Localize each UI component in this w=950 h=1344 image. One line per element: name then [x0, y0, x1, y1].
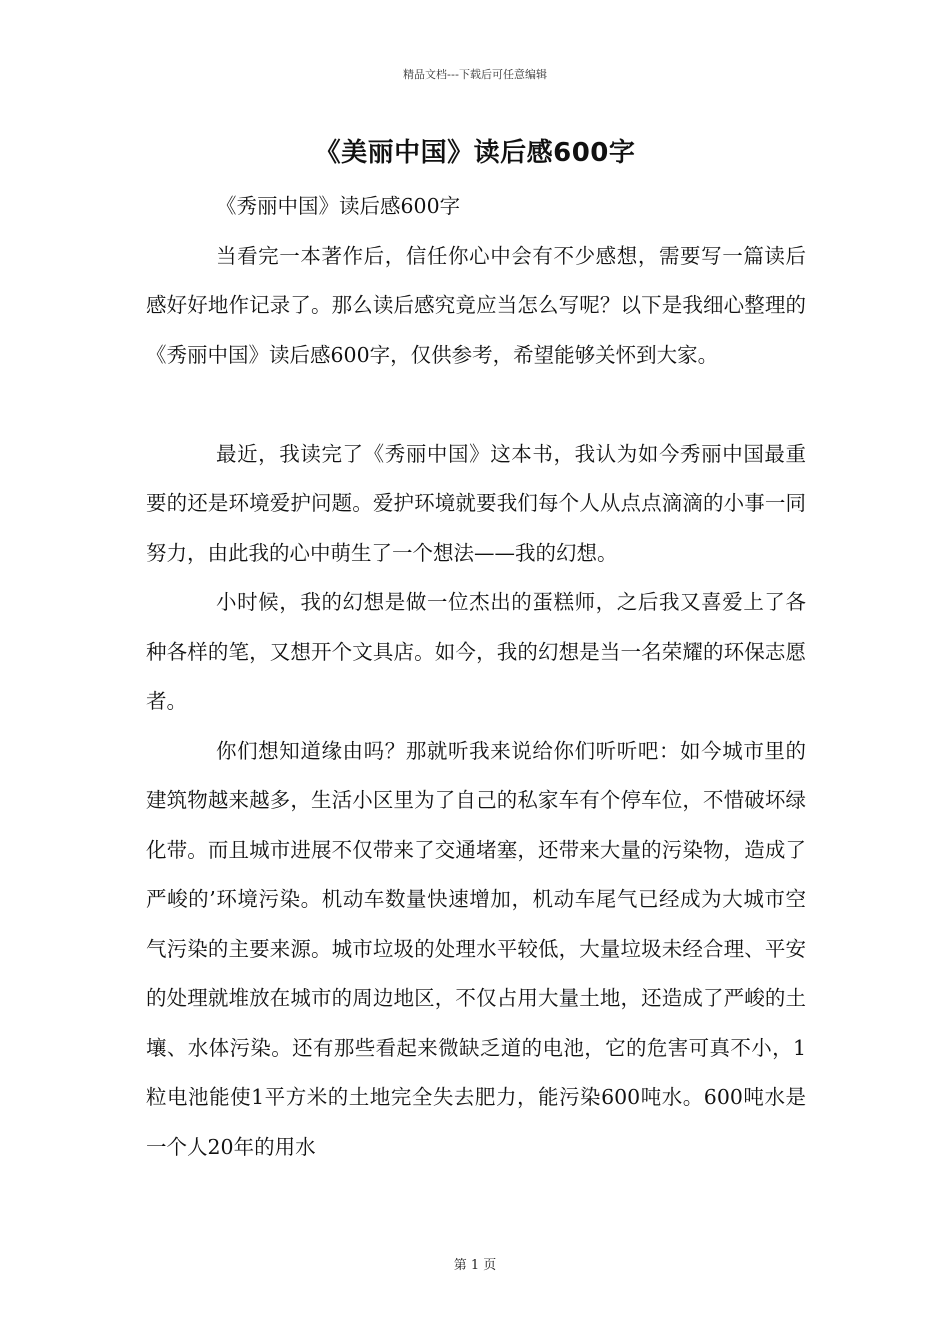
paragraph-spacer	[146, 380, 806, 430]
document-body	[146, 182, 806, 1172]
header-note: 精品文档---下载后可任意编辑	[403, 68, 547, 81]
intro-paragraph: 当看完一本著作后，信任你心中会有不少感想，需要写一篇读后感好好地作记录了。那么读后感究竟应当怎么写呢？以下是我细心整理的《秀丽中国》读后感600字，仅供参考，希望能够关怀到大家。	[146, 243, 806, 367]
subtitle-paragraph: 《秀丽中国》读后感600字	[216, 194, 461, 218]
document-title: 《美丽中国》读后感600字	[314, 138, 636, 168]
body-paragraph: 最近，我读完了《秀丽中国》这本书，我认为如今秀丽中国最重要的还是环境爱护问题。爱护环境就要我们每个人从点点滴滴的小事一同努力，由此我的心中萌生了一个想法——我的幻想。	[146, 441, 806, 565]
page-number: 第 1 页	[453, 1258, 497, 1273]
body-paragraph: 你们想知道缘由吗？那就听我来说给你们听听吧：如今城市里的建筑物越来越多，生活小区里为了自己的私家车有个停车位，不惜破坏绿化带。而且城市进展不仅带来了交通堵塞，还带来大量的污染物，造成了严峻的’环境污染。机动车数量快速增加，机动车尾气已经成为大城市空气污染的主要来源。城市垃圾的处理水平较低，大量垃圾未经合理、平安的处理就堆放在城市的周边地区，不仅占用大量土地，还造成了严峻的土壤、水体污染。还有那些看起来微缺乏道的电池，它的危害可真不小，1粒电池能使1平方米的土地完全失去肥力，能污染600吨水。600吨水是一个人20年的用水	[146, 738, 806, 1159]
body-paragraph: 小时候，我的幻想是做一位杰出的蛋糕师，之后我又喜爱上了各种各样的笔，又想开个文具店。如今，我的幻想是当一名荣耀的环保志愿者。	[146, 590, 806, 713]
